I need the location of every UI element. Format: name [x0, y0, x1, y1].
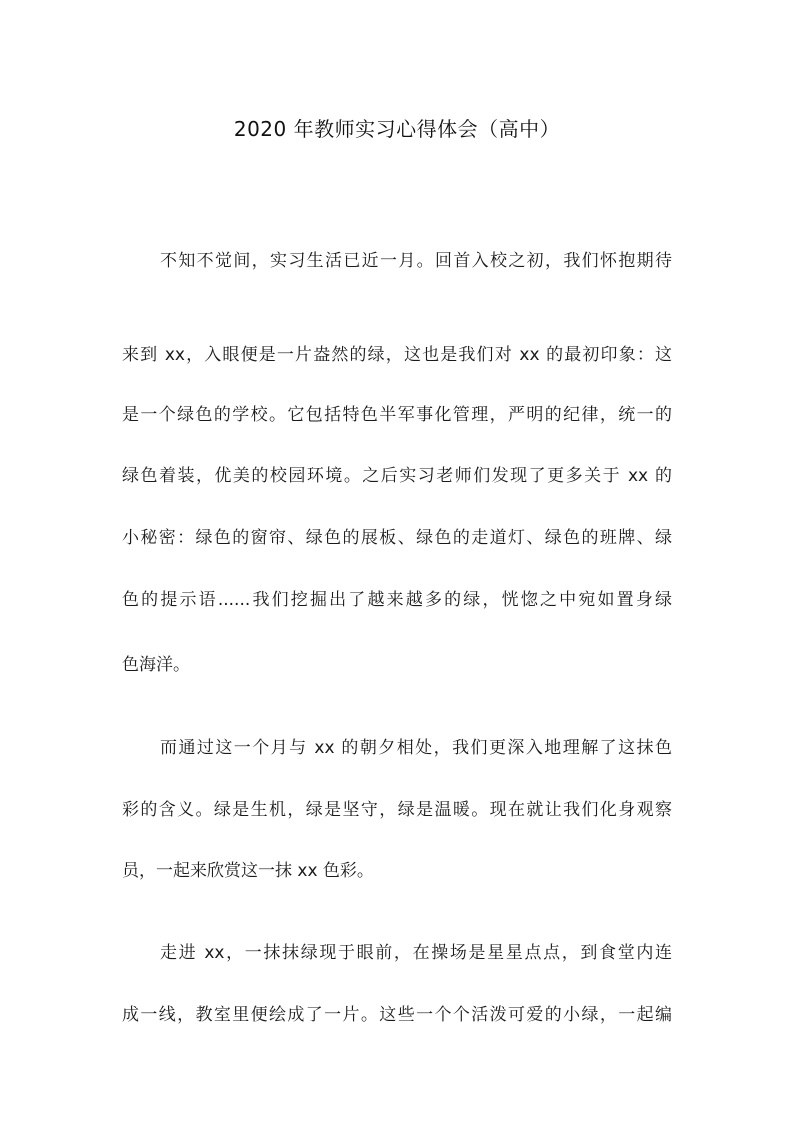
paragraph-1-line-7: 色海洋。 — [122, 655, 190, 675]
paragraph-2-line-3: 员，一起来欣赏这一抹 xx 色彩。 — [122, 861, 374, 881]
paragraph-1-line-2: 来到 xx，入眼便是一片盎然的绿，这也是我们对 xx 的最初印象：这 — [122, 345, 672, 365]
paragraph-2-line-2: 彩的含义。绿是生机，绿是坚守，绿是温暖。现在就让我们化身观察 — [122, 800, 672, 820]
paragraph-1-line-4: 绿色着装，优美的校园环境。之后实习老师们发现了更多关于 xx 的 — [122, 466, 672, 486]
document-title: 2020 年教师实习心得体会（高中） — [233, 117, 561, 141]
paragraph-1-line-1: 不知不觉间，实习生活已近一月。回首入校之初，我们怀抱期待 — [160, 251, 672, 271]
paragraph-1-line-6: 色的提示语......我们挖掘出了越来越多的绿，恍惚之中宛如置身绿 — [122, 590, 672, 610]
paragraph-2-line-1: 而通过这一个月与 xx 的朝夕相处，我们更深入地理解了这抹色 — [160, 738, 672, 758]
paragraph-3-line-2: 成一线，教室里便绘成了一片。这些一个个活泼可爱的小绿，一起编 — [122, 1005, 672, 1025]
paragraph-1-line-3: 是一个绿色的学校。它包括特色半军事化管理，严明的纪律，统一的 — [122, 405, 672, 425]
paragraph-1-line-5: 小秘密：绿色的窗帘、绿色的展板、绿色的走道灯、绿色的班牌、绿 — [122, 528, 672, 548]
paragraph-3-line-1: 走进 xx，一抹抹绿现于眼前，在操场是星星点点，到食堂内连 — [160, 943, 672, 963]
